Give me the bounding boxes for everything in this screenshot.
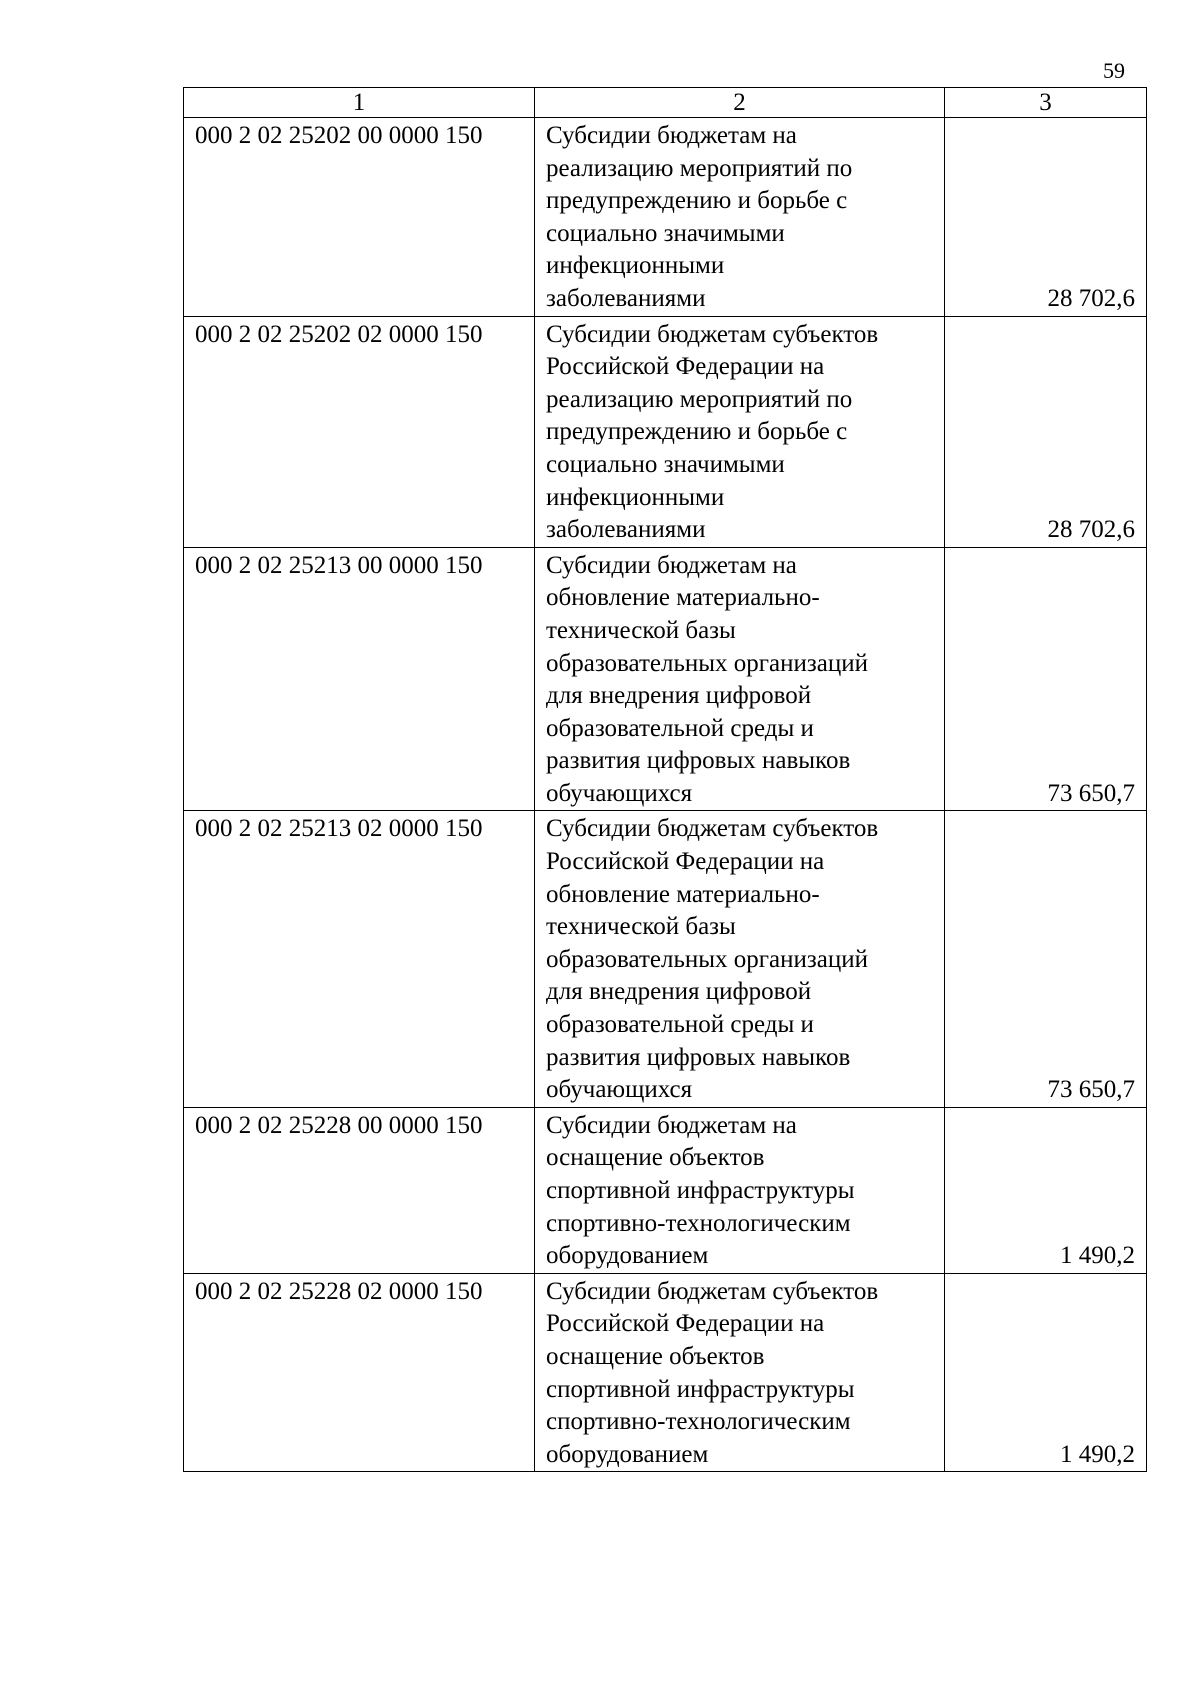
description-cell [535, 547, 945, 811]
description-line: реализацию мероприятий по [546, 385, 853, 413]
description-line: технической базы [546, 616, 736, 644]
description-line: обновление материально- [546, 880, 820, 908]
table-row [184, 547, 1147, 811]
description-line: образовательной среды и [546, 1011, 814, 1039]
description-line: Субсидии бюджетам на [546, 122, 797, 149]
description-line: образовательных организаций [546, 649, 869, 677]
description-line: Российской Федерации на [546, 353, 825, 381]
description-line: Субсидии бюджетам субъектов [546, 1277, 879, 1305]
description-line: для внедрения цифровой [546, 682, 812, 710]
description-line: спортивной инфраструктуры [546, 1177, 855, 1204]
column-header-amount: 3 [945, 88, 1147, 118]
amount-cell: 28 702,6 [945, 118, 1147, 317]
description-line: оборудованием [546, 1242, 709, 1270]
description-line: инфекционными [546, 252, 725, 280]
description-line: реализацию мероприятий по [546, 154, 853, 182]
budget-code-cell: 000 2 02 25228 00 0000 150 [184, 1107, 535, 1273]
description-line: оснащение объектов [546, 1144, 765, 1172]
budget-code-cell: 000 2 02 25213 00 0000 150 [184, 547, 535, 811]
amount-cell: 1 490,2 [945, 1107, 1147, 1273]
table-header-row [184, 88, 1147, 118]
description-line: Субсидии бюджетам на [546, 1111, 797, 1139]
description-line: спортивно-технологическим [546, 1408, 851, 1436]
description-line: Российской Федерации на [546, 848, 825, 876]
description-line: предупреждению и борьбе с [546, 418, 848, 446]
description-line: образовательной среды и [546, 714, 814, 742]
description-line: оборудованием [546, 1440, 709, 1468]
description-line: Субсидии бюджетам субъектов [546, 320, 879, 348]
description-line: Субсидии бюджетам субъектов [546, 815, 879, 843]
column-header-description: 2 [535, 88, 945, 118]
budget-code-cell: 000 2 02 25213 02 0000 150 [184, 811, 535, 1107]
description-line: Российской Федерации на [546, 1310, 825, 1338]
description-cell [535, 118, 945, 317]
description-line: предупреждению и борьбе с [546, 187, 848, 215]
description-line: спортивной инфраструктуры [546, 1375, 855, 1403]
description-cell [535, 1273, 945, 1472]
description-line: инфекционными [546, 483, 725, 511]
description-line: обучающихся [546, 1076, 693, 1104]
table-row [184, 1273, 1147, 1472]
budget-code-cell: 000 2 02 25202 00 0000 150 [184, 118, 535, 317]
description-cell [535, 811, 945, 1107]
budget-table [183, 87, 1147, 1472]
description-line: развития цифровых навыков [546, 747, 851, 775]
description-line: Субсидии бюджетам на [546, 551, 797, 579]
amount-cell: 28 702,6 [945, 316, 1147, 547]
description-line: спортивно-технологическим [546, 1209, 851, 1237]
description-line: социально значимыми [546, 219, 785, 247]
description-line: обучающихся [546, 779, 693, 807]
amount-cell: 1 490,2 [945, 1273, 1147, 1472]
table-body [184, 118, 1147, 1472]
description-line: оснащение объектов [546, 1342, 765, 1370]
description-line: образовательных организаций [546, 945, 869, 973]
table-row [184, 1107, 1147, 1273]
table-row [184, 316, 1147, 547]
budget-code-cell: 000 2 02 25228 02 0000 150 [184, 1273, 535, 1472]
description-line: заболеваниями [546, 516, 706, 544]
description-cell [535, 1107, 945, 1273]
description-line: социально значимыми [546, 450, 785, 478]
budget-code-cell: 000 2 02 25202 02 0000 150 [184, 316, 535, 547]
description-line: обновление материально- [546, 584, 820, 612]
description-line: заболеваниями [546, 284, 706, 312]
description-line: развития цифровых навыков [546, 1043, 851, 1071]
column-header-code: 1 [184, 88, 535, 118]
description-cell [535, 316, 945, 547]
description-line: для внедрения цифровой [546, 978, 812, 1006]
table-row [184, 811, 1147, 1107]
amount-cell: 73 650,7 [945, 811, 1147, 1107]
table-row [184, 118, 1147, 317]
amount-cell: 73 650,7 [945, 547, 1147, 811]
description-line: технической базы [546, 913, 736, 941]
page-number: 59 [1103, 58, 1125, 83]
